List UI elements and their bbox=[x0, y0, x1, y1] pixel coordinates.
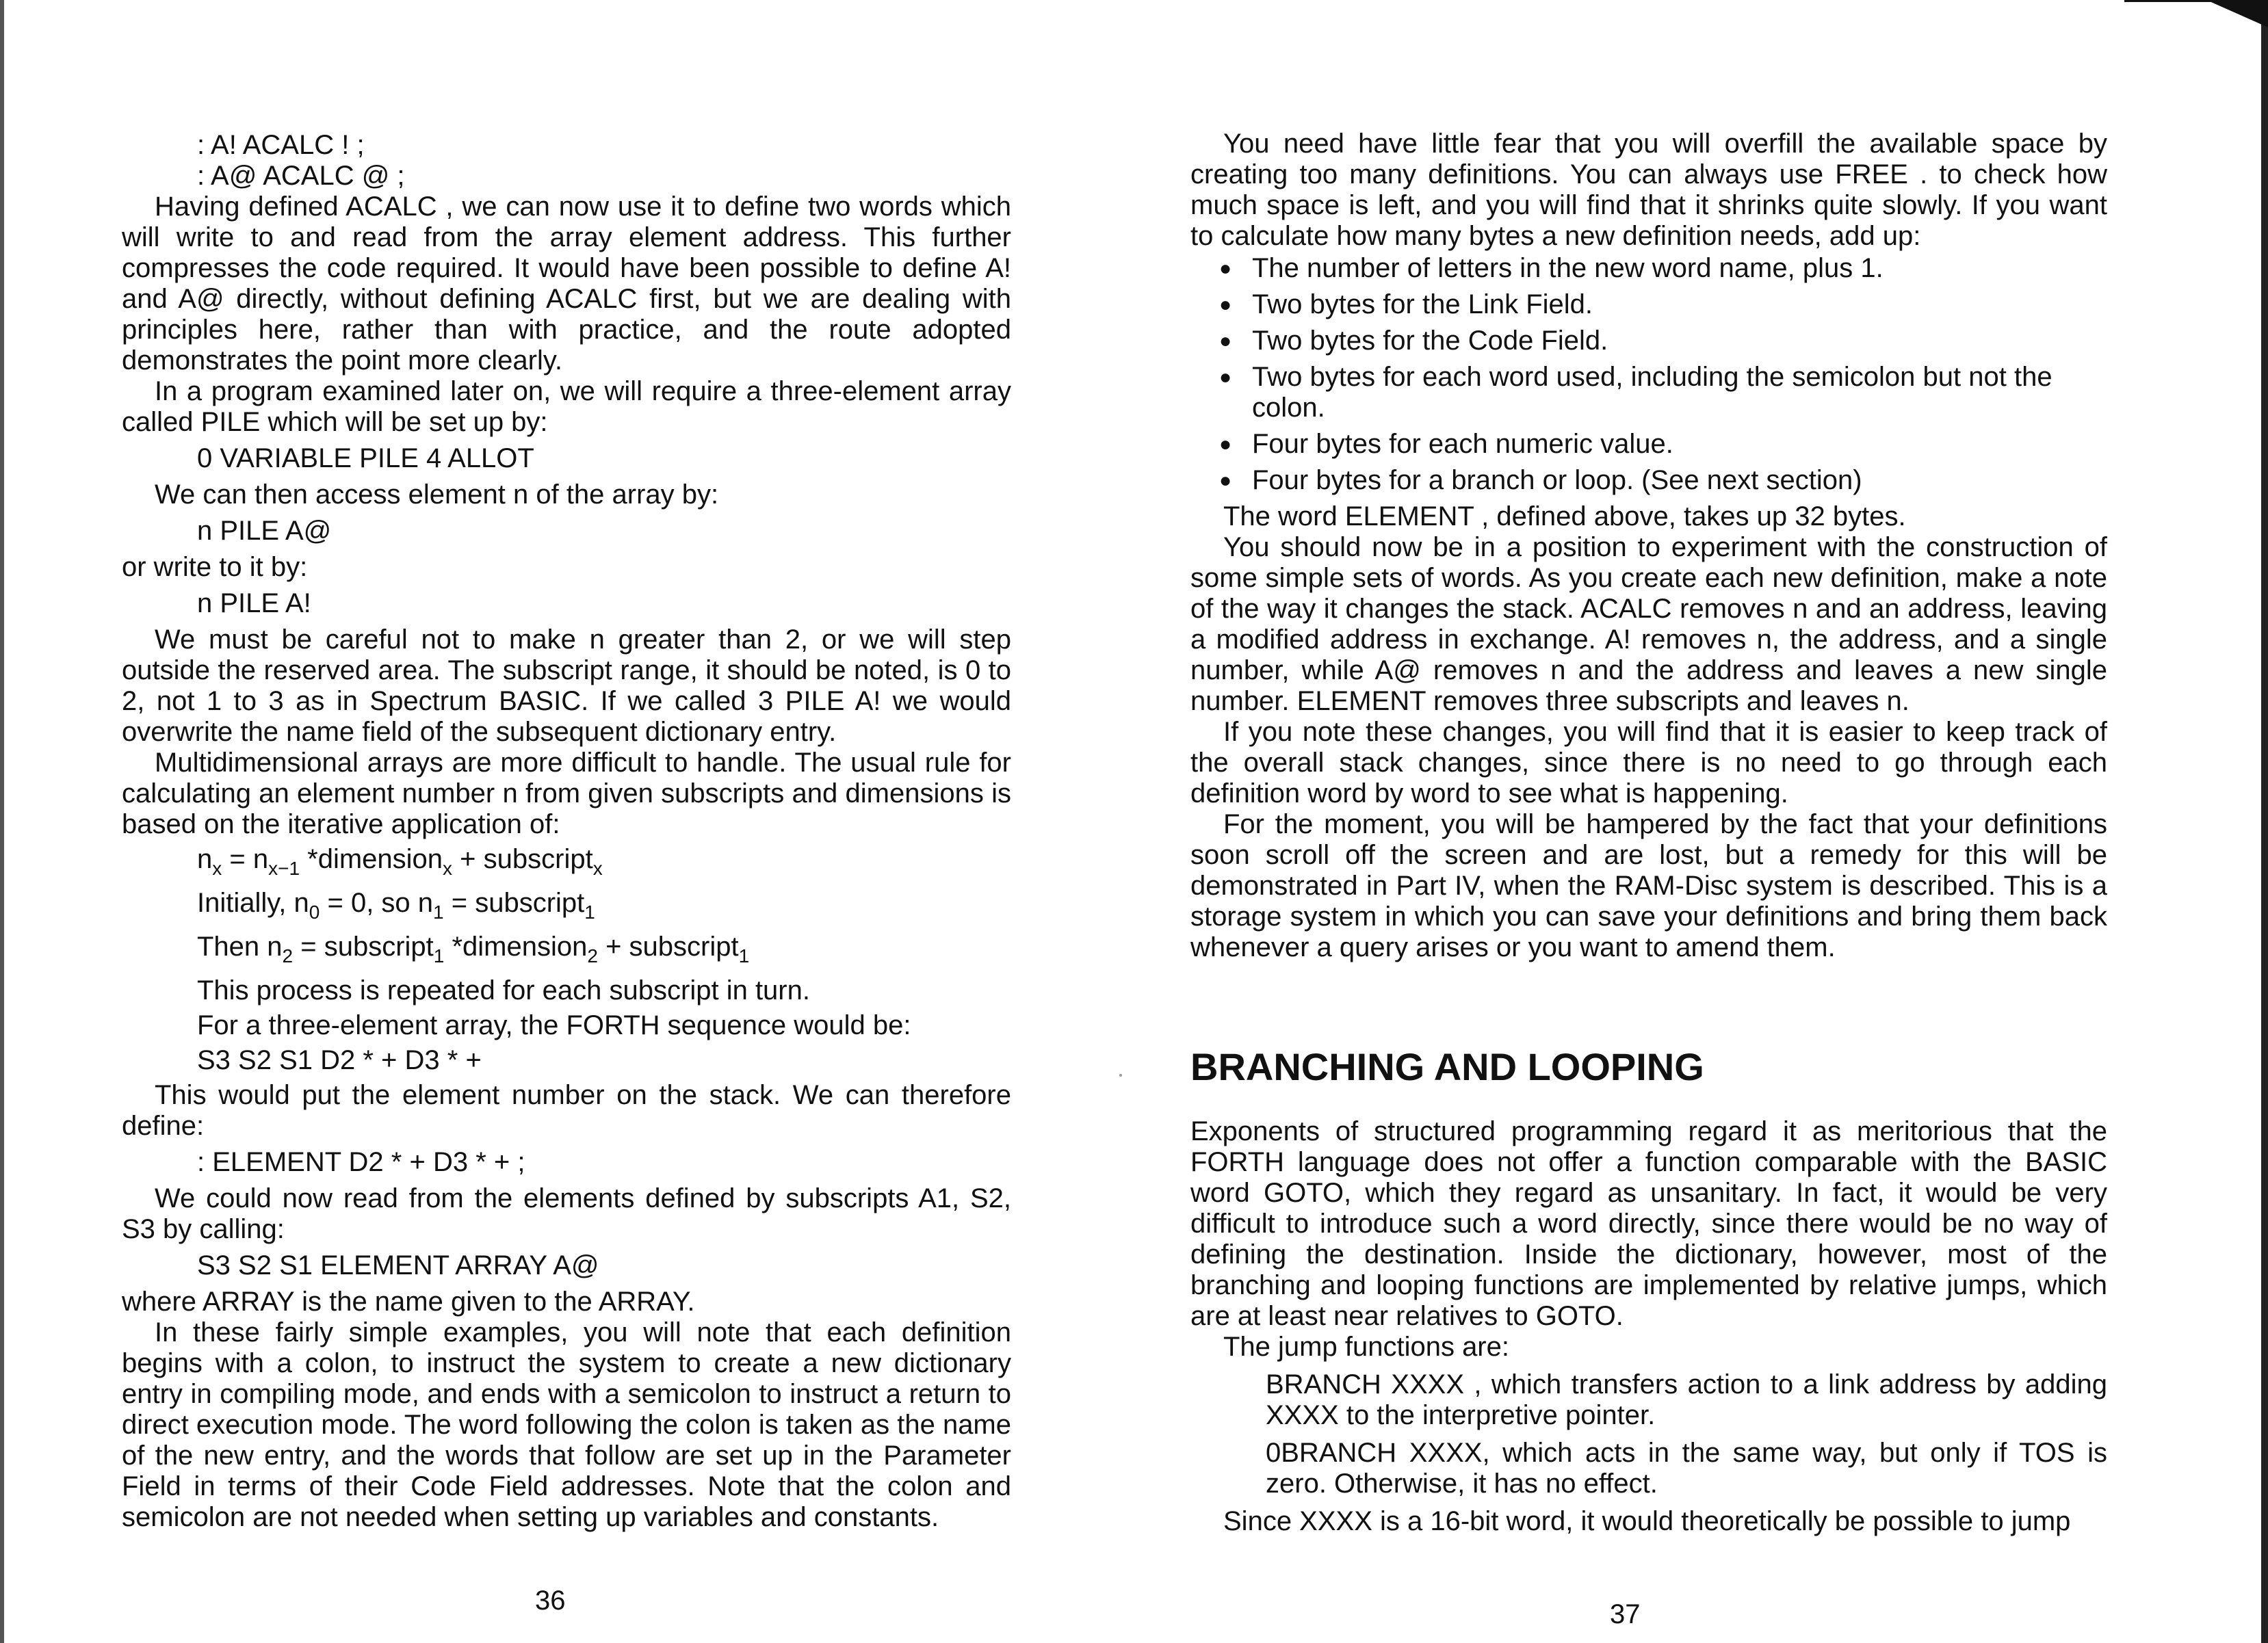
code-line: : ELEMENT D2 * + D3 * + ; bbox=[197, 1147, 525, 1177]
paragraph: You need have little fear that you will overfill the available space by creating too many definitions. You can always use FREE . to check how much space is left, and you will find that it shrinks quite slowly. If you want to calculate how many bytes a new definition needs, add up: bbox=[1190, 129, 2107, 251]
paragraph: Exponents of structured programming regard it as meritorious that the FORTH language does not offer a function comparable with the BASIC word GOTO, which they regard as unsanitary. In fact, it would be very difficult to introduce such a word directly, since there would be no way of defining the destination. Inside the dictionary, however, most of the branching and looping functions are implemented by relative jumps, which are at least near relatives to GOTO. bbox=[1190, 1116, 2107, 1331]
paragraph: We could now read from the elements defined by subscripts A1, S2, S3 by calling: bbox=[122, 1183, 1011, 1244]
code-line: n PILE A@ bbox=[197, 516, 332, 546]
obranch-definition: 0BRANCH XXXX, which acts in the same way, but only if TOS is zero. Otherwise, it has no effect. bbox=[1266, 1438, 2107, 1499]
paragraph: This would put the element number on the stack. We can therefore define: bbox=[122, 1080, 1011, 1141]
bullet-item: ● The number of letters in the new word name, plus 1. bbox=[1252, 253, 2107, 284]
bullet-item: ● Two bytes for the Link Field. bbox=[1252, 289, 2107, 320]
paragraph: The word ELEMENT , defined above, takes up 32 bytes. bbox=[1223, 501, 1906, 531]
section-heading: BRANCHING AND LOOPING bbox=[1190, 1045, 1704, 1088]
formula-recurrence: $n_x = n_{x-1}$ *dimension$_x$ + subscript$_x$ bbox=[197, 844, 603, 879]
paragraph: This process is repeated for each subscript in turn. bbox=[197, 975, 810, 1005]
paragraph: Since XXXX is a 16-bit word, it would theoretically be possible to jump bbox=[1223, 1506, 2071, 1536]
branch-definition: BRANCH XXXX , which transfers action to a link address by adding XXXX to the interpretive pointer. bbox=[1266, 1369, 2107, 1430]
code-line: S3 S2 S1 D2 * + D3 * + bbox=[197, 1045, 482, 1075]
bullet-item: ● Four bytes for a branch or loop. (See next section) bbox=[1252, 465, 2107, 496]
formula-then: Then $n_2$ = subscript$_1$ *dimension$_2$ + subscript$_1$ bbox=[197, 932, 750, 967]
bullet-item: ● Two bytes for the Code Field. bbox=[1252, 326, 2107, 356]
paragraph: or write to it by: bbox=[122, 552, 308, 582]
code-line: : A! ACALC ! ; bbox=[197, 130, 365, 160]
bullet-item: ● Four bytes for each numeric value. bbox=[1252, 429, 2107, 460]
paragraph: In a program examined later on, we will require a three-element array called PILE which will be set up by: bbox=[122, 376, 1011, 437]
page-number: 37 bbox=[1610, 1599, 1641, 1629]
code-line: n PILE A! bbox=[197, 588, 311, 618]
paragraph: For the moment, you will be hampered by the fact that your definitions soon scroll off the screen and are lost, but a remedy for this will be demonstrated in Part IV, when the RAM-Disc system is described. This is a storage system in which you can save your definitions and bring them back whenever a query arises or you want to amend them. bbox=[1190, 809, 2107, 962]
bullet-list bbox=[1190, 253, 2107, 496]
right-page-text bbox=[1190, 129, 2107, 1537]
page-number: 36 bbox=[535, 1586, 566, 1616]
paragraph: You should now be in a position to experiment with the construction of some simple sets of words. As you create each new definition, make a note of the way it changes the stack. ACALC removes n and an address, leaving a modified address in exchange. A! removes n, the address, and a single number, while A@ removes n and the address and leaves a new single number. ELEMENT removes three subscripts and leaves n. bbox=[1190, 532, 2107, 716]
code-line: S3 S2 S1 ELEMENT ARRAY A@ bbox=[197, 1250, 599, 1280]
left-page bbox=[0, 0, 1122, 1643]
code-line: : A@ ACALC @ ; bbox=[197, 161, 405, 191]
paragraph: For a three-element array, the FORTH sequence would be: bbox=[197, 1010, 911, 1040]
paragraph: We can then access element n of the array by: bbox=[155, 479, 719, 510]
left-page-text bbox=[122, 130, 1011, 1533]
paragraph: where ARRAY is the name given to the ARRAY. bbox=[122, 1287, 695, 1317]
code-line: 0 VARIABLE PILE 4 ALLOT bbox=[197, 443, 534, 473]
right-page bbox=[1122, 0, 2268, 1643]
paragraph: The jump functions are: bbox=[1223, 1332, 1509, 1362]
paragraph: We must be careful not to make n greater than 2, or we will step outside the reserved area. The subscript range, it should be noted, is 0 to 2, not 1 to 3 as in Spectrum BASIC. If we called 3 PILE A! we would overwrite the name field of the subsequent dictionary entry. bbox=[122, 625, 1011, 747]
paragraph: Multidimensional arrays are more difficult to handle. The usual rule for calculating an element number n from given subscripts and dimensions is based on the iterative application of: bbox=[122, 748, 1011, 839]
bullet-item: ● Two bytes for each word used, including the semicolon but not the colon. bbox=[1252, 362, 2107, 423]
paragraph: In these fairly simple examples, you will note that each definition begins with a colon, to instruct the system to create a new dictionary entry in compiling mode, and ends with a semicolon to instruct a return to direct execution mode. The word following the colon is taken as the name of the new entry, and the words that follow are set up in the Parameter Field in terms of their Code Field addresses. Note that the colon and semicolon are not needed when setting up variables and constants. bbox=[122, 1317, 1011, 1532]
paragraph: If you note these changes, you will find that it is easier to keep track of the overall stack changes, since there is no need to go through each definition word by word to see what is happening. bbox=[1190, 717, 2107, 809]
formula-initial: Initially, $n_0 = 0$, so $n_1$ = subscript$_1$ bbox=[197, 888, 595, 923]
paragraph: Having defined ACALC , we can now use it to define two words which will write to and read from the array element address. This further compresses the code required. It would have been possible to define A! and A@ directly, without defining ACALC first, but we are dealing with principles here, rather than with practice, and the route adopted demonstrates the point more clearly. bbox=[122, 192, 1011, 376]
